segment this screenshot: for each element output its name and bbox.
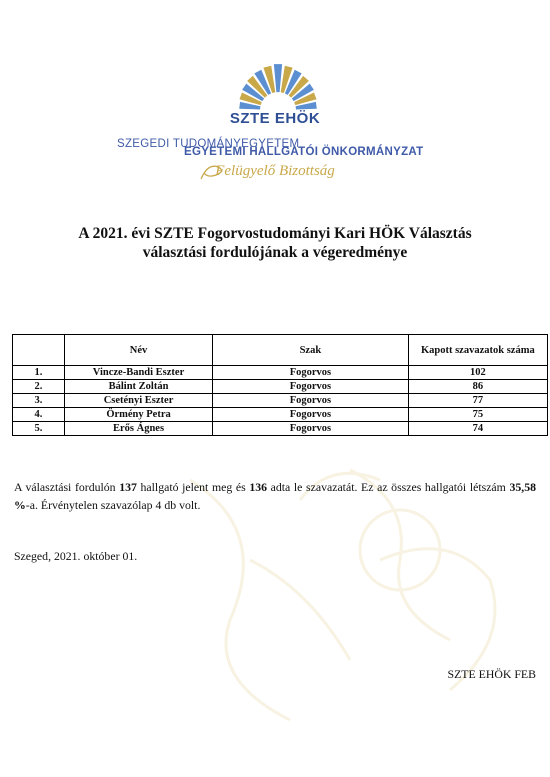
org-name-committee: Felügyelő Bizottság bbox=[215, 163, 335, 179]
cell-name: Csetényi Eszter bbox=[64, 394, 212, 408]
cell-szak: Fogorvos bbox=[213, 366, 409, 380]
header-votes: Kapott szavazatok száma bbox=[408, 335, 547, 366]
table-row bbox=[13, 422, 548, 436]
header-rank bbox=[13, 335, 65, 366]
document-date: Szeged, 2021. október 01. bbox=[14, 549, 138, 563]
cell-szak: Fogorvos bbox=[213, 422, 409, 436]
header-szak: Szak bbox=[213, 335, 409, 366]
cell-rank: 5. bbox=[13, 422, 65, 436]
voted-count: 136 bbox=[249, 479, 268, 494]
cell-votes: 75 bbox=[408, 408, 547, 422]
cell-name: Erős Ágnes bbox=[64, 422, 212, 436]
signature: SZTE EHÖK FEB bbox=[447, 667, 536, 681]
sun-logo-icon bbox=[232, 60, 324, 110]
cell-rank: 4. bbox=[13, 408, 65, 422]
turnout-percent: 35,58 % bbox=[14, 479, 537, 512]
table-row bbox=[13, 408, 548, 422]
title-line-1: A 2021. évi SZTE Fogorvostudományi Kari HÖK Választás bbox=[78, 225, 472, 242]
summary-text: hallgató jelent meg és bbox=[136, 479, 250, 494]
table-header-row bbox=[13, 335, 548, 366]
cell-name: Vincze-Bandi Eszter bbox=[64, 366, 212, 380]
org-name-university: SZEGEDI TUDOMÁNYEGYETEM bbox=[117, 138, 300, 150]
cell-szak: Fogorvos bbox=[213, 394, 409, 408]
cell-name: Bálint Zoltán bbox=[64, 380, 212, 394]
table-row bbox=[13, 366, 548, 380]
cell-rank: 3. bbox=[13, 394, 65, 408]
summary-text: -a. Érvénytelen szavazólap 4 db volt. bbox=[25, 497, 201, 512]
header-name: Név bbox=[64, 335, 212, 366]
results-table bbox=[12, 334, 548, 436]
cell-votes: 102 bbox=[408, 366, 547, 380]
summary-paragraph bbox=[14, 478, 536, 514]
attended-count: 137 bbox=[119, 479, 137, 494]
document-title bbox=[0, 224, 550, 262]
org-name-student-union: EGYETEMI HALLGATÓI ÖNKORMÁNYZAT bbox=[184, 146, 424, 158]
cell-szak: Fogorvos bbox=[213, 408, 409, 422]
cell-votes: 74 bbox=[408, 422, 547, 436]
cell-name: Örmény Petra bbox=[64, 408, 212, 422]
cell-votes: 77 bbox=[408, 394, 547, 408]
summary-text: A választási fordulón bbox=[14, 479, 120, 494]
logo-text: SZTE EHÖK bbox=[229, 110, 321, 127]
cell-szak: Fogorvos bbox=[213, 380, 409, 394]
cell-rank: 1. bbox=[13, 366, 65, 380]
table-row bbox=[13, 380, 548, 394]
title-line-2: választási fordulójának a végeredménye bbox=[142, 244, 408, 261]
sun-ray bbox=[274, 64, 282, 92]
table-row bbox=[13, 394, 548, 408]
cell-rank: 2. bbox=[13, 380, 65, 394]
summary-text: adta le szavazatát. Ez az összes hallgatói létszám bbox=[267, 479, 510, 494]
cell-votes: 86 bbox=[408, 380, 547, 394]
